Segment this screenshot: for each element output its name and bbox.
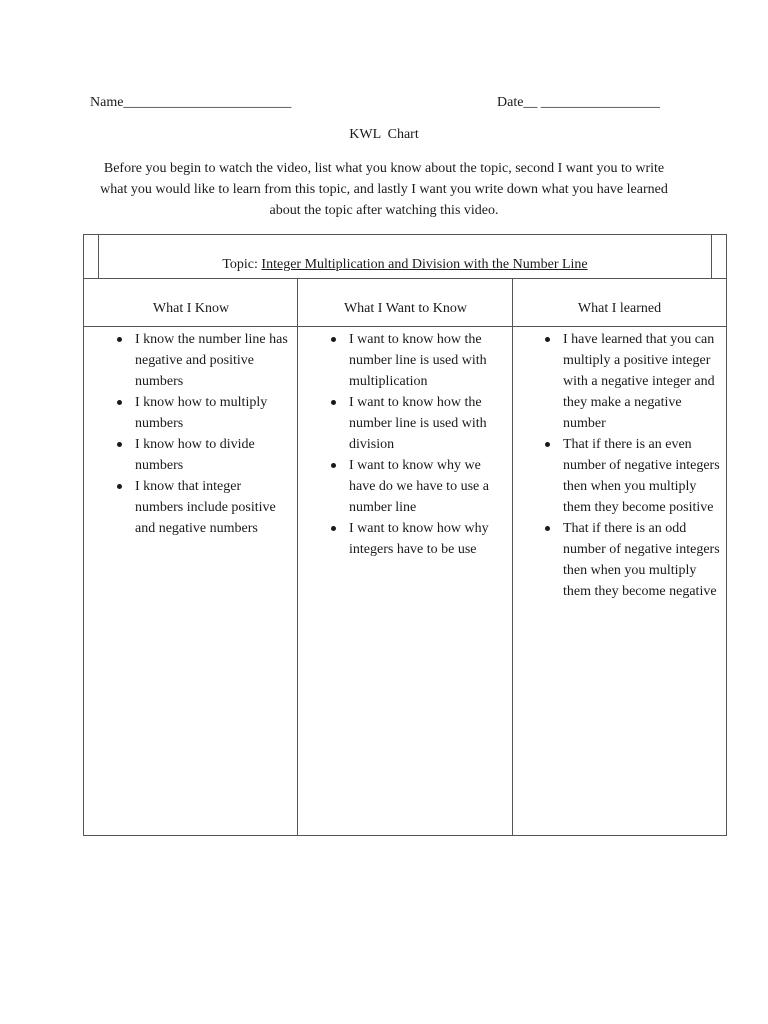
column-header-know: What I Know <box>152 301 230 316</box>
list-item: I want to know how why integers have to be use <box>326 518 508 560</box>
want-to-know-list <box>326 329 508 560</box>
column-divider <box>297 279 298 835</box>
column-header-learned: What I learned <box>577 301 662 316</box>
list-item: I have learned that you can multiply a positive integer with a negative integer and they make a negative number <box>540 329 722 434</box>
topic-row <box>84 235 726 279</box>
learned-list <box>540 329 722 602</box>
date-field-line: Date__ _________________ <box>497 95 660 110</box>
list-item: I know how to multiply numbers <box>112 392 292 434</box>
list-item: I want to know why we have do we have to use a number line <box>326 455 508 518</box>
list-item: I know that integer numbers include positive and negative numbers <box>112 476 292 539</box>
column-body-know <box>112 329 292 539</box>
page-title: KWL Chart <box>349 127 419 142</box>
kwl-chart-table <box>83 234 727 836</box>
topic-label: Topic: <box>222 257 262 272</box>
list-item: I want to know how the number line is used with multiplication <box>326 329 508 392</box>
column-body-want-to-know <box>326 329 508 560</box>
list-item: I know the number line has negative and positive numbers <box>112 329 292 392</box>
column-header-row <box>84 279 726 327</box>
name-field-line: Name________________________ <box>90 95 292 110</box>
list-item: I know how to divide numbers <box>112 434 292 476</box>
instructions-paragraph: Before you begin to watch the video, list what you know about the topic, second I want you to write what you would like to learn from this topic, and lastly I want you write down what you have learned about the topic after watching this video. <box>100 161 668 218</box>
column-divider <box>512 279 513 835</box>
list-item: That if there is an odd number of negative integers then when you multiply them they become negative <box>540 518 722 602</box>
list-item: I want to know how the number line is used with division <box>326 392 508 455</box>
know-list <box>112 329 292 539</box>
topic-line <box>84 257 726 273</box>
column-header-want-to-know: What I Want to Know <box>343 301 468 316</box>
list-item: That if there is an even number of negative integers then when you multiply them they become positive <box>540 434 722 518</box>
topic-value: Integer Multiplication and Division with the Number Line <box>261 257 588 272</box>
column-body-learned <box>540 329 722 602</box>
